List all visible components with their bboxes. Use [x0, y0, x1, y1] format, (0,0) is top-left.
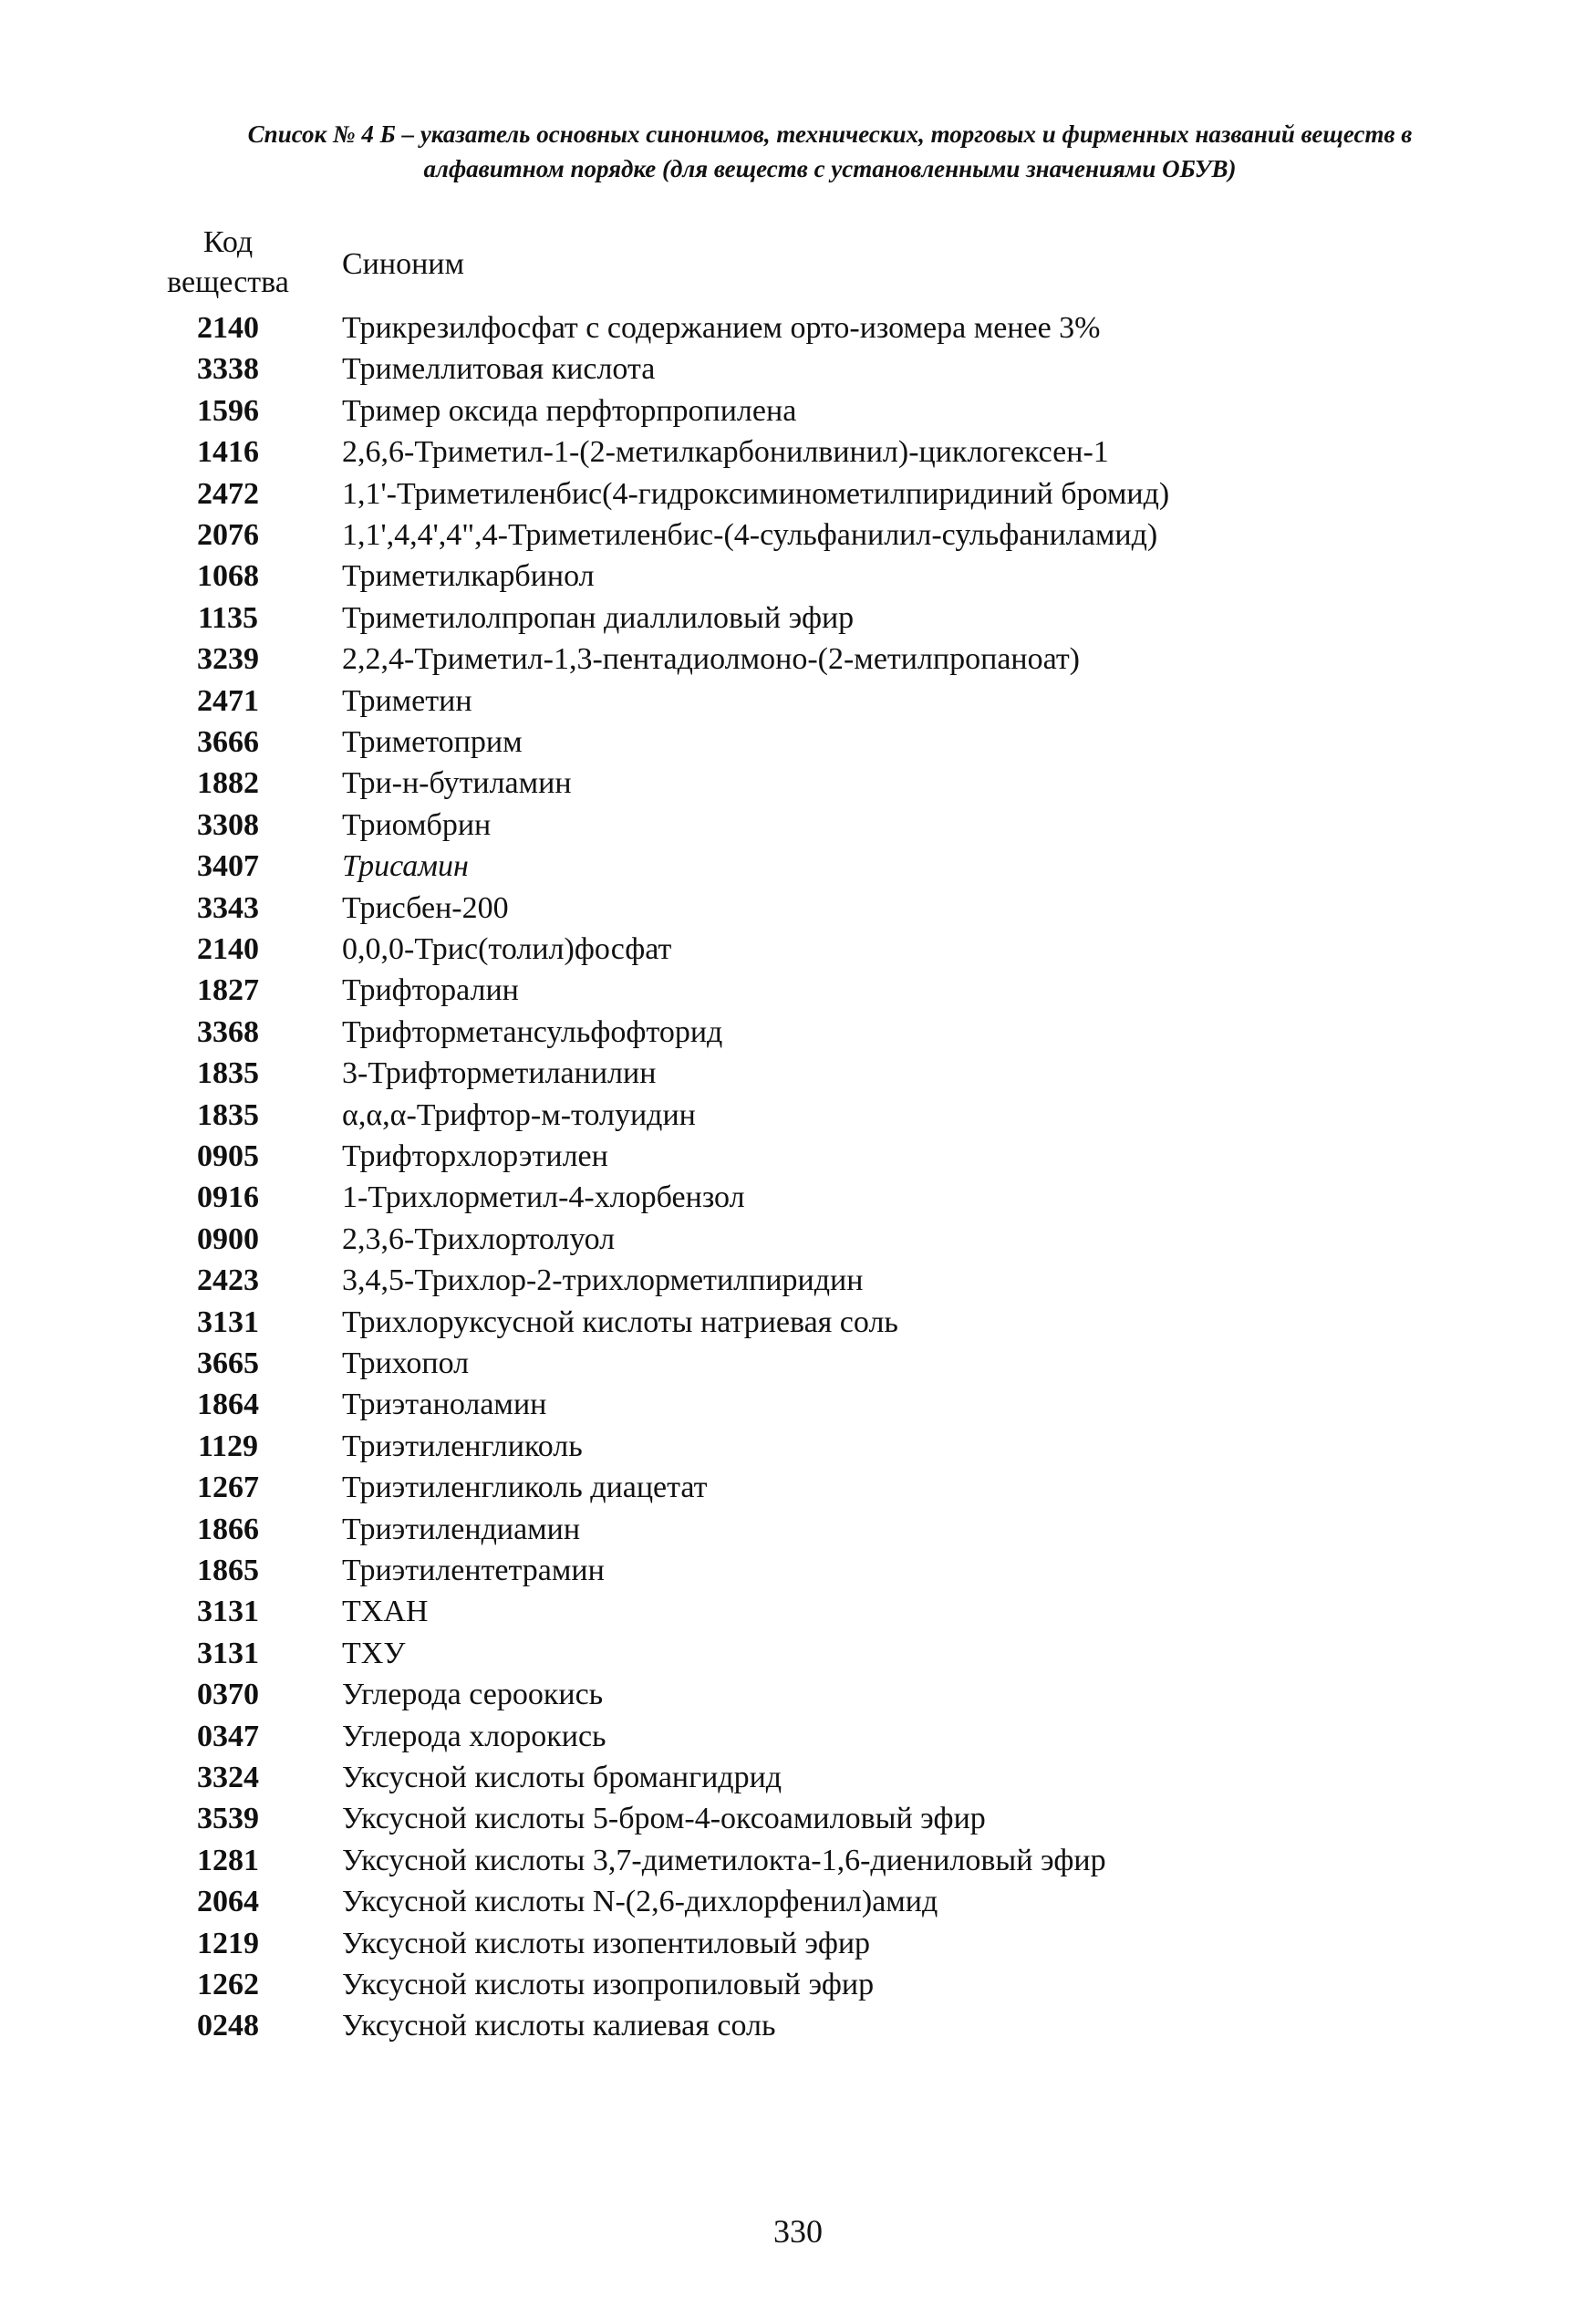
substance-code: 2471: [197, 683, 259, 718]
table-row: [0, 1963, 1596, 2007]
table-row: [0, 1425, 1596, 1469]
substance-synonym: 2,2,4-Триметил-1,3-пентадиолмоно-(2-метилпропаноат): [342, 642, 1080, 677]
substance-synonym: Трифторхлорэтилен: [342, 1139, 608, 1173]
substance-code: 3131: [197, 1305, 259, 1339]
substance-synonym: Углерода сероокись: [342, 1678, 604, 1712]
table-row: [0, 1880, 1596, 1924]
table-row: [0, 1176, 1596, 1220]
substance-code: 2076: [197, 518, 259, 552]
substance-synonym: Трикрезилфосфат с содержанием орто-изомера менее 3%: [342, 311, 1101, 345]
table-row: [0, 845, 1596, 889]
substance-synonym: Трисамин: [342, 849, 469, 884]
substance-synonym: 2,6,6-Триметил-1-(2-метилкарбонилвинил)-циклогексен-1: [342, 435, 1109, 470]
substance-code: 3239: [197, 642, 259, 677]
substance-synonym: 1,1'-Триметиленбис(4-гидроксиминометилпиридиний бромид): [342, 476, 1170, 511]
substance-code: 3131: [197, 1636, 259, 1670]
substance-synonym: Триэтиленгликоль диацетат: [342, 1471, 708, 1505]
table-row: [0, 721, 1596, 764]
column-header-code: [146, 223, 310, 303]
substance-code: 3308: [197, 807, 259, 842]
table-row: [0, 1508, 1596, 1552]
table-row: [0, 1549, 1596, 1593]
substance-code: 3407: [197, 849, 259, 884]
substance-code: 3131: [197, 1595, 259, 1629]
table-row: [0, 928, 1596, 972]
substance-code: 3343: [197, 890, 259, 925]
substance-synonym: Триметин: [342, 683, 472, 718]
substance-code: 2064: [197, 1885, 259, 1919]
substance-code: 3338: [197, 352, 259, 387]
table-row: [0, 2004, 1596, 2048]
table-row: [0, 1590, 1596, 1634]
substance-code: 3324: [197, 1761, 259, 1794]
substance-synonym: Три-н-бутиламин: [342, 766, 572, 801]
substance-synonym: 3-Трифторметиланилин: [342, 1056, 657, 1091]
table-row: [0, 1715, 1596, 1759]
substance-synonym: Триэтиленгликоль: [342, 1429, 583, 1463]
substance-code: 2423: [197, 1263, 259, 1298]
table-row: [0, 1756, 1596, 1800]
substance-code: 1827: [197, 973, 259, 1008]
substance-synonym: Триметилкарбинол: [342, 559, 595, 594]
document-title-line-2: алфавитном порядке (для веществ с установленными значениями ОБУВ): [423, 155, 1237, 182]
substance-synonym: 3,4,5-Трихлор-2-трихлорметилпиридин: [342, 1263, 864, 1298]
table-row: [0, 307, 1596, 350]
substance-code: 1865: [197, 1554, 259, 1587]
substance-code: 1129: [197, 1429, 259, 1463]
substance-synonym: Тример оксида перфторпропилена: [342, 393, 797, 428]
table-row: [0, 1383, 1596, 1427]
substance-code: 1882: [197, 766, 259, 801]
substance-code: 1262: [197, 1968, 259, 2001]
substance-code: 0347: [197, 1719, 259, 1753]
substance-synonym: 1,1',4,4',4",4-Триметиленбис-(4-сульфанилил-сульфаниламид): [342, 518, 1158, 552]
substance-code: 2140: [197, 932, 259, 966]
table-row: [0, 390, 1596, 433]
table-row: [0, 1301, 1596, 1345]
table-row: [0, 1632, 1596, 1676]
table-row: [0, 1218, 1596, 1262]
substance-code: 0905: [197, 1139, 259, 1173]
substance-synonym: 1-Трихлорметил-4-хлорбензол: [342, 1180, 745, 1215]
substance-synonym: Триэтаноламин: [342, 1388, 547, 1422]
substance-synonym: ТХАН: [342, 1595, 429, 1629]
substance-synonym: Триэтилентетрамин: [342, 1554, 605, 1587]
column-header-code-line-1: Код: [202, 225, 254, 259]
table-row: [0, 597, 1596, 640]
table-row: [0, 1466, 1596, 1510]
table-row: [0, 887, 1596, 930]
column-header-code-line-2: вещества: [167, 265, 289, 299]
substance-synonym: Трифторметансульфофторид: [342, 1014, 723, 1049]
substance-synonym: Уксусной кислоты 3,7-диметилокта-1,6-диениловый эфир: [342, 1843, 1106, 1877]
page-number: 330: [773, 2213, 823, 2250]
table-row: [0, 762, 1596, 806]
table-row: [0, 1135, 1596, 1179]
table-row: [0, 1094, 1596, 1138]
table-row: [0, 473, 1596, 516]
substance-synonym: Трисбен-200: [342, 890, 509, 925]
table-row: [0, 1797, 1596, 1841]
table-row: [0, 431, 1596, 474]
substance-code: 1267: [197, 1471, 259, 1505]
table-row: [0, 348, 1596, 391]
substance-synonym: Уксусной кислоты бромангидрид: [342, 1761, 782, 1794]
substance-code: 3666: [197, 725, 259, 759]
table-row: [0, 969, 1596, 1013]
substance-synonym: Триметоприм: [342, 725, 523, 759]
table-row: [0, 1839, 1596, 1883]
substance-code: 0900: [197, 1221, 259, 1256]
substance-code: 1135: [197, 600, 259, 635]
substance-synonym: ТХУ: [342, 1636, 406, 1670]
table-row: [0, 1673, 1596, 1717]
substance-code: 3665: [197, 1346, 259, 1380]
document-title-line-1: Список № 4 Б – указатель основных синонимов, технических, торговых и фирменных названий веществ в: [247, 120, 1413, 148]
substance-synonym: Трихлоруксусной кислоты натриевая соль: [342, 1305, 898, 1339]
table-row: [0, 1259, 1596, 1303]
substance-code: 1596: [197, 393, 259, 428]
substance-synonym: Уксусной кислоты изопентиловый эфир: [342, 1926, 871, 1960]
substance-code: 1416: [197, 435, 259, 470]
substance-synonym: 0,0,0-Трис(толил)фосфат: [342, 932, 672, 966]
substance-code: 2472: [197, 476, 259, 511]
substance-synonym: Триметилолпропан диаллиловый эфир: [342, 600, 855, 635]
substance-code: 1835: [197, 1097, 259, 1132]
substance-code: 2140: [197, 311, 259, 345]
substance-synonym: Трихопол: [342, 1346, 470, 1380]
substance-code: 3539: [197, 1802, 259, 1836]
table-row: [0, 1011, 1596, 1055]
substance-code: 0916: [197, 1180, 259, 1215]
substance-code: 1835: [197, 1056, 259, 1091]
substance-synonym: 2,3,6-Трихлортолуол: [342, 1221, 616, 1256]
substance-synonym: Триэтилендиамин: [342, 1512, 581, 1546]
substance-synonym: Уксусной кислоты изопропиловый эфир: [342, 1968, 875, 2001]
table-row: [0, 1342, 1596, 1386]
table-row: [0, 1052, 1596, 1096]
substance-code: 0248: [197, 2009, 259, 2043]
substance-code: 1068: [197, 559, 259, 594]
substance-synonym: Уксусной кислоты N-(2,6-дихлорфенил)амид: [342, 1885, 938, 1919]
substance-synonym: Трифторалин: [342, 973, 519, 1008]
table-row: [0, 680, 1596, 723]
substance-synonym: Тримеллитовая кислота: [342, 352, 656, 387]
table-row: [0, 804, 1596, 847]
substance-code: 1219: [197, 1926, 259, 1960]
table-row: [0, 514, 1596, 557]
table-row: [0, 638, 1596, 681]
substance-code: 1864: [197, 1388, 259, 1422]
table-row: [0, 1922, 1596, 1966]
substance-synonym: Уксусной кислоты калиевая соль: [342, 2009, 776, 2043]
substance-synonym: Триомбрин: [342, 807, 492, 842]
substance-code: 0370: [197, 1678, 259, 1712]
substance-synonym: Уксусной кислоты 5-бром-4-оксоамиловый эфир: [342, 1802, 986, 1836]
column-header-synonym: Синоним: [342, 247, 464, 281]
table-row: [0, 555, 1596, 598]
substance-code: 3368: [197, 1014, 259, 1049]
substance-synonym: Углерода хлорокись: [342, 1719, 606, 1753]
substance-code: 1281: [197, 1843, 259, 1877]
substance-code: 1866: [197, 1512, 259, 1546]
substance-synonym: α,α,α-Трифтор-м-толуидин: [342, 1097, 696, 1132]
